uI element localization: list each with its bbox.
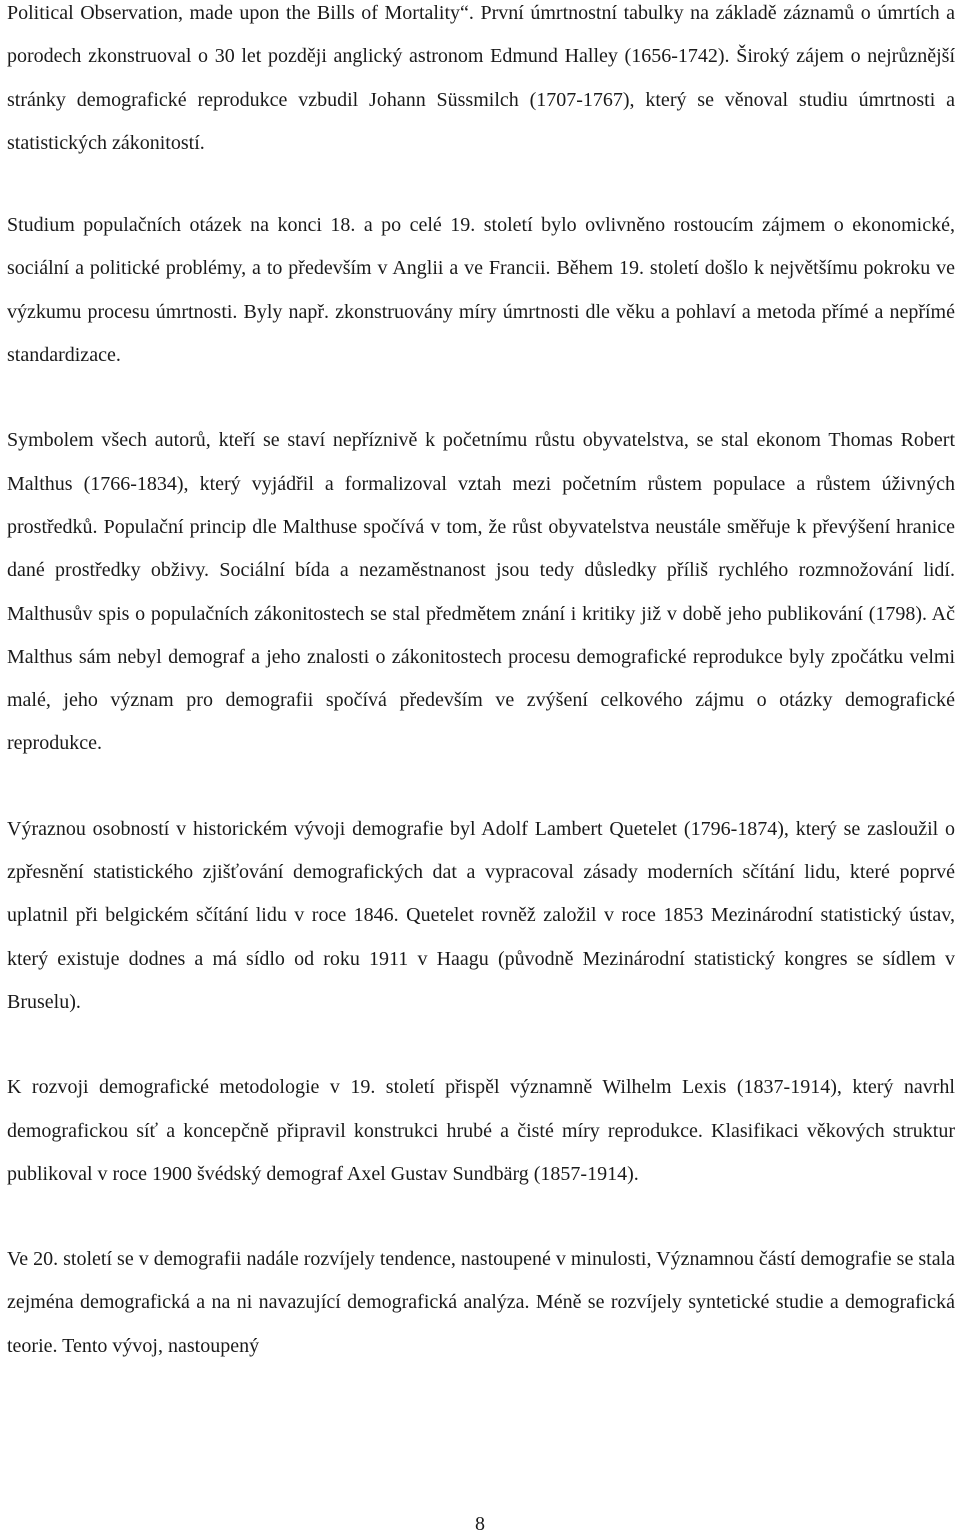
paragraph-spacer [7, 377, 955, 419]
paragraph-spacer [7, 766, 955, 808]
paragraph-lexis-sundbarg: K rozvoji demografické metodologie v 19. století přispěl významně Wilhelm Lexis (1837-1914), který navrhl demografickou síť a koncepčně připravil konstrukci hrubé a čisté míry reprodukce. Klasifikaci věkových struktur publikoval v roce 1900 švédský demograf Axel Gustav Sundbärg (1857-1914). [7, 1076, 955, 1185]
paragraph-twentieth-century: Ve 20. století se v demografii nadále rozvíjely tendence, nastoupené v minulosti, Významnou částí demografie se stala zejména demografická a na ni navazující demografická analýza. Méně se rozvíjely syntetické studie a demografická teorie. Tento vývoj, nastoupený [7, 1248, 955, 1357]
document-page [7, 0, 955, 1368]
paragraph-malthus: Symbolem všech autorů, kteří se staví nepříznivě k početnímu růstu obyvatelstva, se stal ekonom Thomas Robert Malthus (1766-1834), který vyjádřil a formalizoval vztah mezi početním růstem populace a růstem úživných prostředků. Populační princip dle Malthuse spočívá v tom, že růst obyvatelstva neustále směřuje k převýšení hranice dané prostředky obživy. Sociální bída a nezaměstnanost jsou tedy důsledky příliš rychlého rozmnožování lidí. Malthusův spis o populačních zákonitostech se stal předmětem znání i kritiky již v době jeho publikování (1798). Ač Malthus sám nebyl demograf a jeho znalosti o zákonitostech procesu demografické reprodukce byly zpočátku velmi malé, jeho význam pro demografii spočívá především ve zvýšení celkového zájmu o otázky demografické reprodukce. [7, 429, 955, 755]
paragraph-spacer [7, 165, 955, 204]
paragraph-population-studies: Studium populačních otázek na konci 18. a po celé 19. století bylo ovlivněno rostoucím zájmem o ekonomické, sociální a politické problémy, a to především v Anglii a ve Francii. Během 19. století došlo k největšímu pokroku ve výzkumu procesu úmrtnosti. Byly např. zkonstruovány míry úmrtnosti dle věku a pohlaví a metoda přímé a nepřímé standardizace. [7, 214, 955, 367]
page-number: 8 [475, 1513, 485, 1535]
paragraph-halley-sussmilch: Political Observation, made upon the Bills of Mortality“. První úmrtnostní tabulky na základě záznamů o úmrtích a porodech zkonstruoval o 30 let později anglický astronom Edmund Halley (1656-1742). Široký zájem o nejrůznější stránky demografické reprodukce vzbudil Johann Süssmilch (1707-1767), který se věnoval studiu úmrtnosti a statistických zákonitostí. [7, 2, 955, 154]
paragraph-spacer [7, 1196, 955, 1238]
paragraph-quetelet: Výraznou osobností v historickém vývoji demografie byl Adolf Lambert Quetelet (1796-1874), který se zasloužil o zpřesnění statistického zjišťování demografických dat a vypracoval zásady moderních sčítání lidu, které poprvé uplatnil při belgickém sčítání lidu v roce 1846. Quetelet rovněž založil v roce 1853 Mezinárodní statistický ústav, který existuje dodnes a má sídlo od roku 1911 v Haagu (původně Mezinárodní statistický kongres se sídlem v Bruselu). [7, 817, 955, 1013]
paragraph-spacer [7, 1024, 955, 1066]
